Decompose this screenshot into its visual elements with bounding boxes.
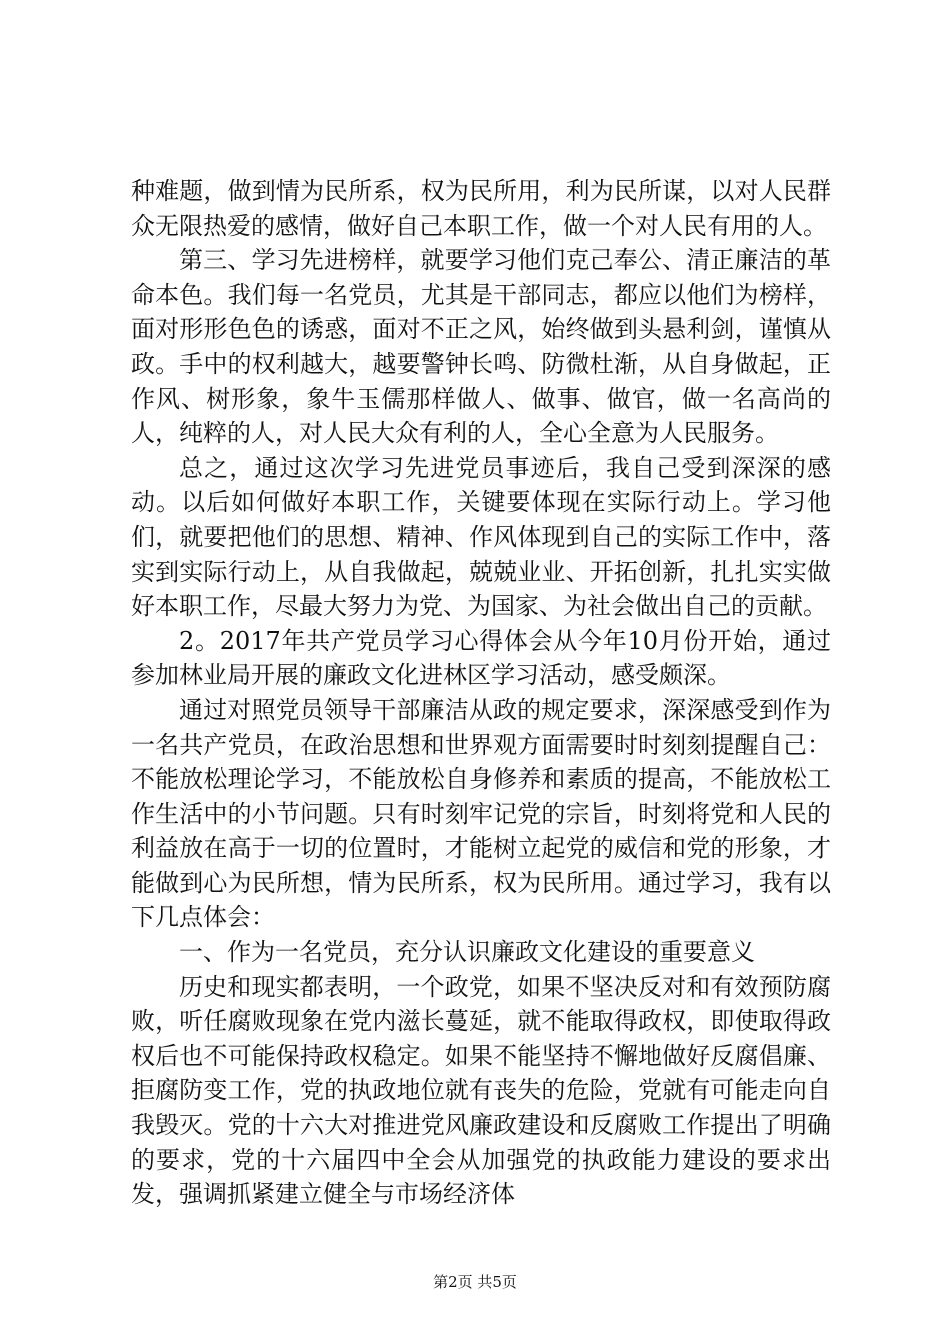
section-heading: 一、作为一名党员，充分认识廉政文化建设的重要意义 <box>179 938 755 967</box>
paragraph-summary: 总之，通过这次学习先进党员事迹后，我自己受到深深的感动。以后如何做好本职工作，关键要体现在实际行动上。学习他们，就要把他们的思想、精神、作风体现到自己的实际工作中，落实到实际行动上，从自我做起，兢兢业业、开拓创新，扎扎实实做好本职工作，尽最大努力为党、为国家、为社会做出自己的贡献。 <box>131 453 831 621</box>
page-number-footer: 第2页 共5页 <box>433 1273 517 1291</box>
paragraph-second-article-intro: 2。2017年共产党员学习心得体会从今年10月份开始，通过参加林业局开展的廉政文化进林区学习活动，感受颇深。 <box>131 626 831 690</box>
document-body <box>131 174 831 1212</box>
paragraph-reflection: 通过对照党员领导干部廉洁从政的规定要求，深深感受到作为一名共产党员，在政治思想和世界观方面需要时时刻刻提醒自己：不能放松理论学习，不能放松自身修养和素质的提高，不能放松工作生活中的小节问题。只有时刻牢记党的宗旨，时刻将党和人民的利益放在高于一切的位置时，才能树立起党的威信和党的形象，才能做到心为民所想，情为民所系，权为民所用。通过学习，我有以下几点体会： <box>131 695 831 932</box>
paragraph-continuation: 种难题，做到情为民所系，权为民所用，利为民所谋，以对人民群众无限热爱的感情，做好自己本职工作，做一个对人民有用的人。 <box>131 177 831 240</box>
paragraph-history: 历史和现实都表明，一个政党，如果不坚决反对和有效预防腐败，听任腐败现象在党内滋长蔓延，就不能取得政权，即使取得政权后也不可能保持政权稳定。如果不能坚持不懈地做好反腐倡廉、拒腐防变工作，党的执政地位就有丧失的危险，党就有可能走向自我毁灭。党的十六大对推进党风廉政建设和反腐败工作提出了明确的要求，党的十六届四中全会从加强党的执政能力建设的要求出发，强调抓紧建立健全与市场经济体 <box>131 972 831 1209</box>
paragraph-third-point: 第三、学习先进榜样，就要学习他们克己奉公、清正廉洁的革命本色。我们每一名党员，尤其是干部同志，都应以他们为榜样，面对形形色色的诱惑，面对不正之风，始终做到头悬利剑，谨慎从政。手中的权利越大，越要警钟长鸣、防微杜渐，从自身做起，正作风、树形象，象牛玉儒那样做人、做事、做官，做一名高尚的人，纯粹的人，对人民大众有利的人，全心全意为人民服务。 <box>131 246 831 448</box>
